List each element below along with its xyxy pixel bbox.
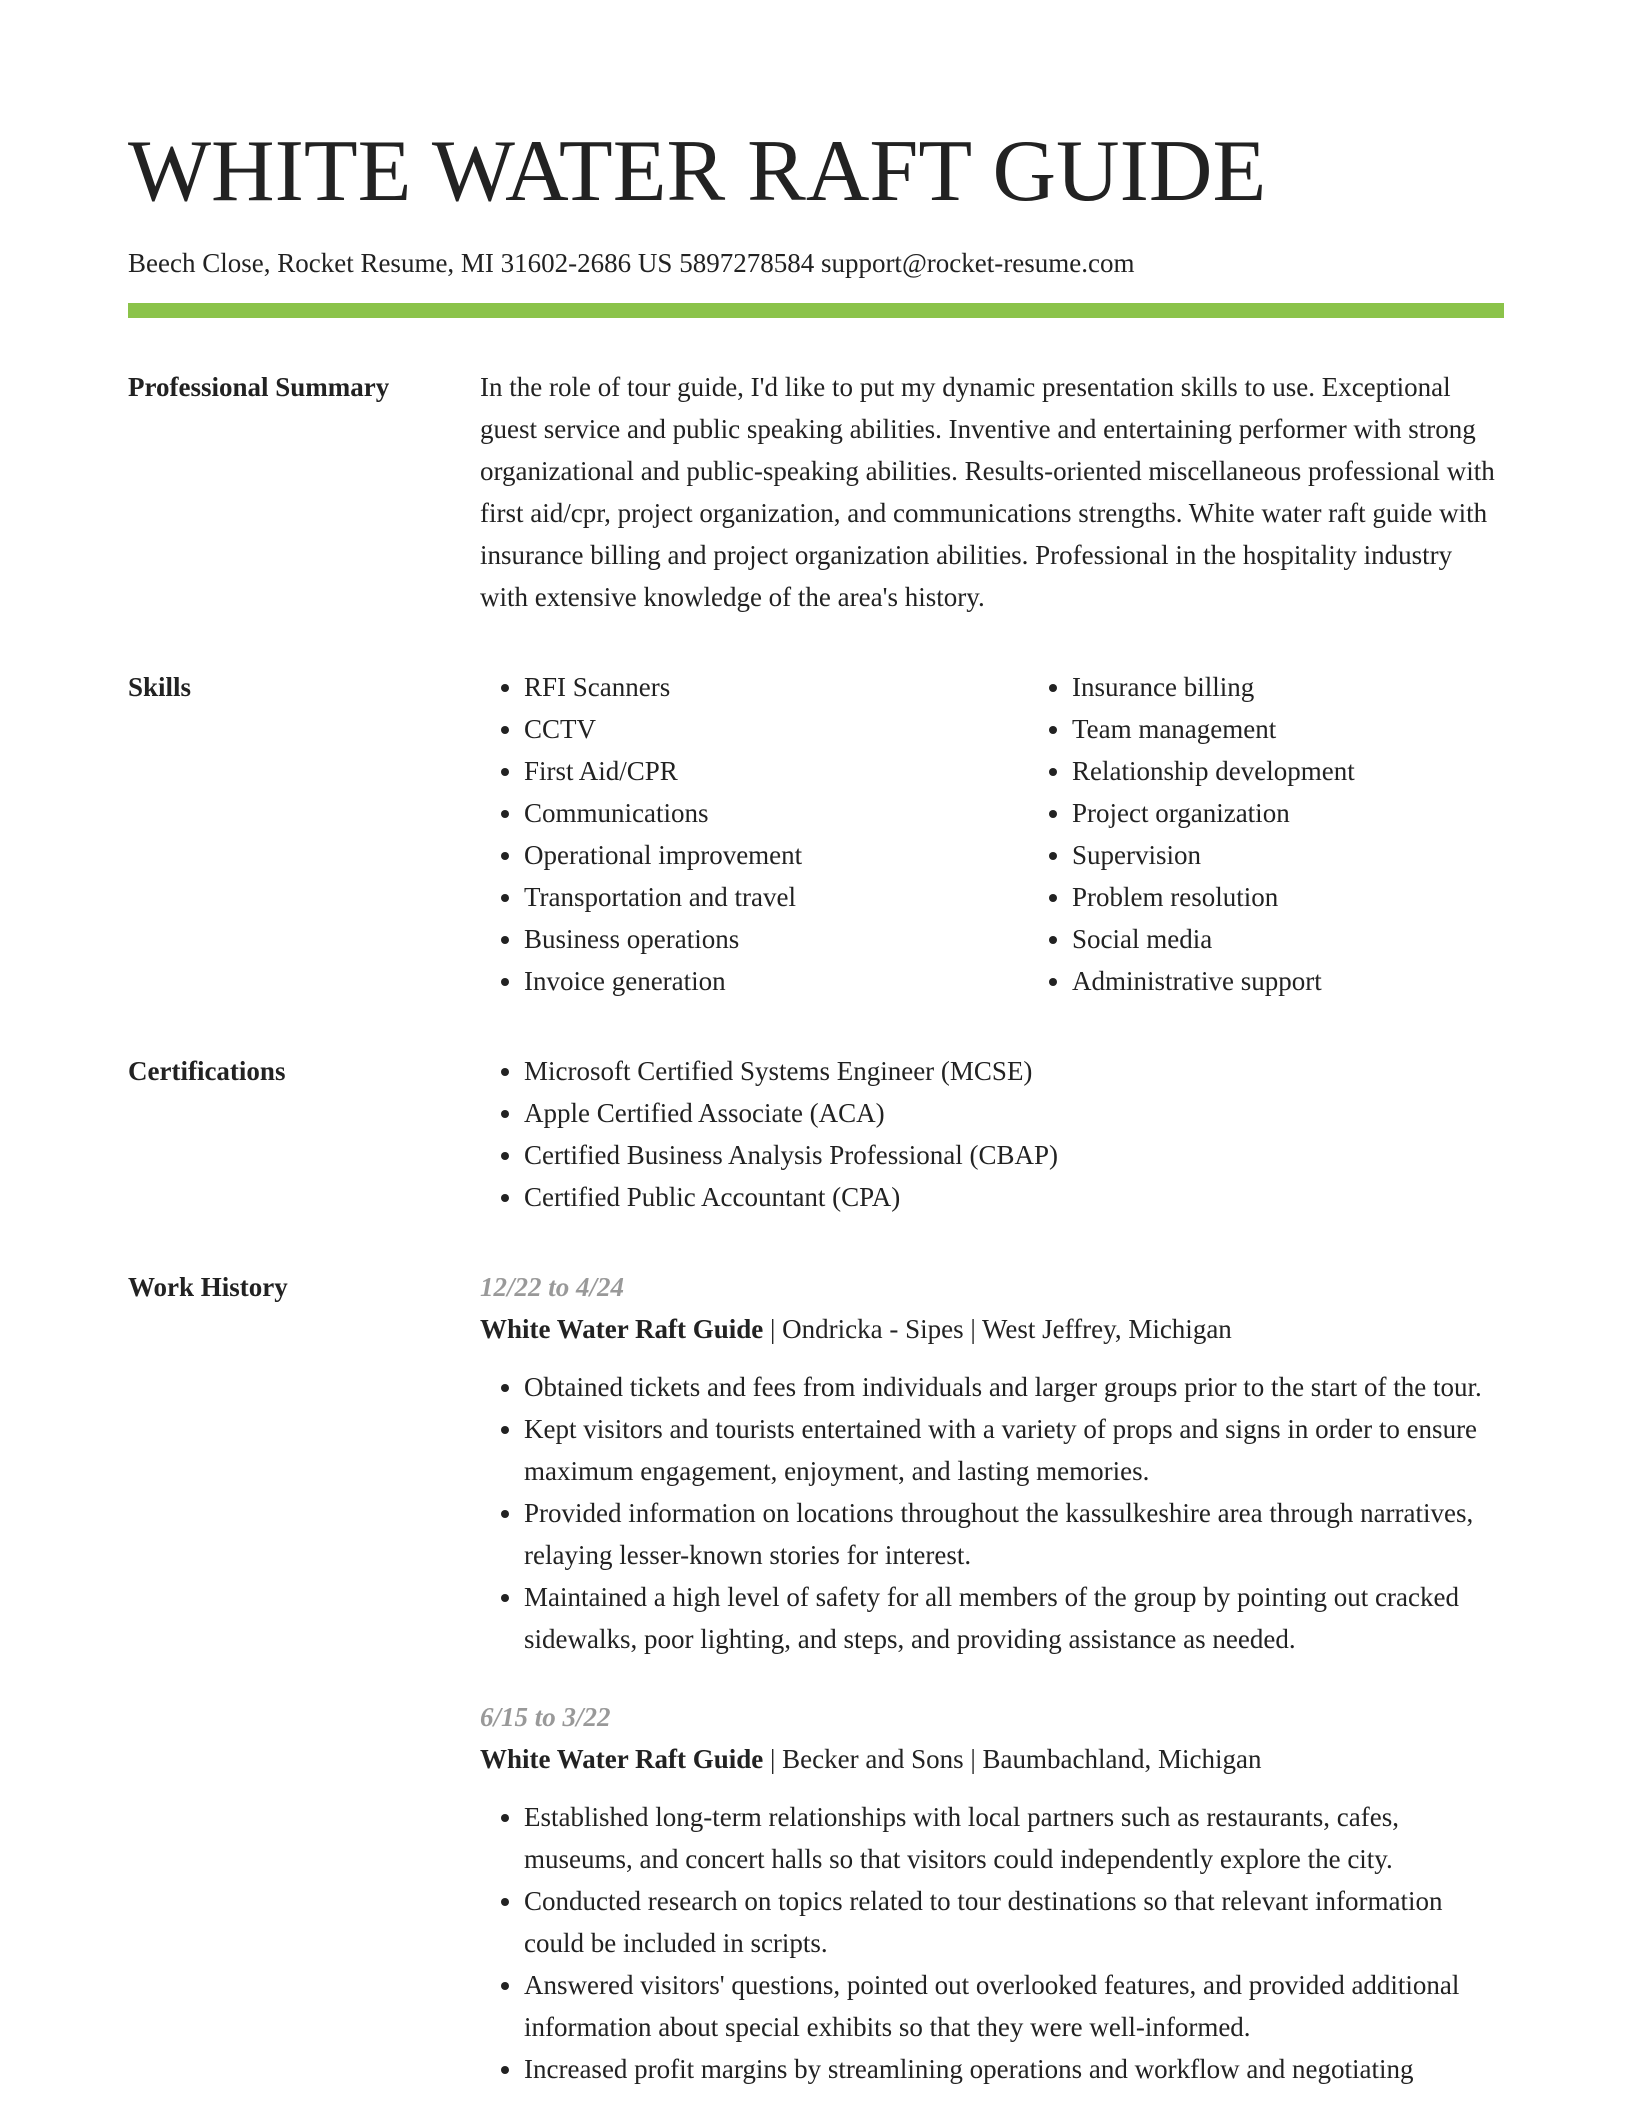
skill-item: • RFI Scanners (524, 666, 1028, 708)
work-history-heading: Work History (128, 1272, 288, 1303)
certification-item: • Microsoft Certified Systems Engineer (MCSE) (524, 1050, 1504, 1092)
skills-heading: Skills (128, 672, 192, 703)
accent-divider (128, 303, 1504, 318)
certification-item: • Apple Certified Associate (ACA) (524, 1092, 1504, 1134)
job-bullets (480, 1796, 1504, 2090)
skill-item: • Communications (524, 792, 1028, 834)
job-title-line: White Water Raft Guide | Ondricka - Sipes | West Jeffrey, Michigan (480, 1314, 1232, 1345)
job-company: Ondricka - Sipes (782, 1314, 964, 1345)
certifications-section (128, 1054, 1504, 1218)
summary-heading: Professional Summary (128, 372, 390, 403)
skill-item: • Supervision (1072, 834, 1576, 876)
work-history-section (128, 1270, 1504, 2090)
job-bullet: • Conducted research on topics related to tour destinations so that relevant information could be included in scripts. (524, 1880, 1504, 1964)
skill-item: • Invoice generation (524, 960, 1028, 1002)
skill-item: • Administrative support (1072, 960, 1576, 1002)
contact-address: Beech Close, Rocket Resume, MI 31602-2686 US (128, 248, 673, 278)
contact-email[interactable]: support@rocket-resume.com (820, 248, 1135, 278)
skills-list-right (1028, 666, 1576, 1002)
skill-item: • Team management (1072, 708, 1576, 750)
skills-list-left (480, 666, 1028, 1002)
certification-item: • Certified Public Accountant (CPA) (524, 1176, 1504, 1218)
skill-item: • Insurance billing (1072, 666, 1576, 708)
certifications-list (480, 1050, 1504, 1218)
job-bullet: • Kept visitors and tourists entertained with a variety of props and signs in order to ensure maximum engagement, enjoyment, and lasting memories. (524, 1408, 1504, 1492)
summary-section (128, 370, 1504, 618)
contact-line (128, 247, 1632, 279)
skill-item: • Social media (1072, 918, 1576, 960)
skill-item: • Business operations (524, 918, 1028, 960)
job-location: Baumbachland, Michigan (982, 1744, 1262, 1775)
candidate-name: WHITE WATER RAFT GUIDE (128, 123, 1267, 220)
skill-item: • CCTV (524, 708, 1028, 750)
job-bullet: • Increased profit margins by streamlining operations and workflow and negotiating (524, 2048, 1504, 2090)
job-title: White Water Raft Guide (480, 1314, 764, 1345)
skill-item: • Operational improvement (524, 834, 1028, 876)
job-dates: 12/22 to 4/24 (480, 1272, 625, 1303)
skill-item: • Transportation and travel (524, 876, 1028, 918)
skills-section (128, 670, 1504, 1002)
job-bullet: • Answered visitors' questions, pointed out overlooked features, and provided additional information about special exhibits so that they were well-informed. (524, 1964, 1504, 2048)
skill-item: • Relationship development (1072, 750, 1576, 792)
contact-phone: 5897278584 (679, 248, 815, 278)
job-bullet: • Provided information on locations throughout the kassulkeshire area through narratives, relaying lesser-known stories for interest. (524, 1492, 1504, 1576)
job-entry (480, 1266, 1504, 1660)
skill-item: • Problem resolution (1072, 876, 1576, 918)
job-bullet: • Obtained tickets and fees from individuals and larger groups prior to the start of the tour. (524, 1366, 1504, 1408)
job-title-line: White Water Raft Guide | Becker and Sons | Baumbachland, Michigan (480, 1744, 1262, 1775)
job-dates: 6/15 to 3/22 (480, 1702, 611, 1733)
job-bullets (480, 1366, 1504, 1660)
job-location: West Jeffrey, Michigan (982, 1314, 1232, 1345)
summary-text: In the role of tour guide, I'd like to put my dynamic presentation skills to use. Exceptional guest service and public speaking abilities. Inventive and entertaining performer with strong organizational and public-speaking abilities. Results-oriented miscellaneous professional with first aid/cpr, project organization, and communications strengths. White water raft guide with insurance billing and project organization abilities. Professional in the hospitality industry with extensive knowledge of the area's history. (480, 372, 1495, 613)
job-bullet: • Established long-term relationships with local partners such as restaurants, cafes, museums, and concert halls so that visitors could independently explore the city. (524, 1796, 1504, 1880)
job-entry (480, 1696, 1504, 2090)
job-company: Becker and Sons (782, 1744, 964, 1775)
certification-item: • Certified Business Analysis Professional (CBAP) (524, 1134, 1504, 1176)
skill-item: • Project organization (1072, 792, 1576, 834)
certifications-heading: Certifications (128, 1056, 286, 1087)
skill-item: • First Aid/CPR (524, 750, 1028, 792)
job-bullet: • Maintained a high level of safety for all members of the group by pointing out cracked sidewalks, poor lighting, and steps, and providing assistance as needed. (524, 1576, 1504, 1660)
job-title: White Water Raft Guide (480, 1744, 764, 1775)
